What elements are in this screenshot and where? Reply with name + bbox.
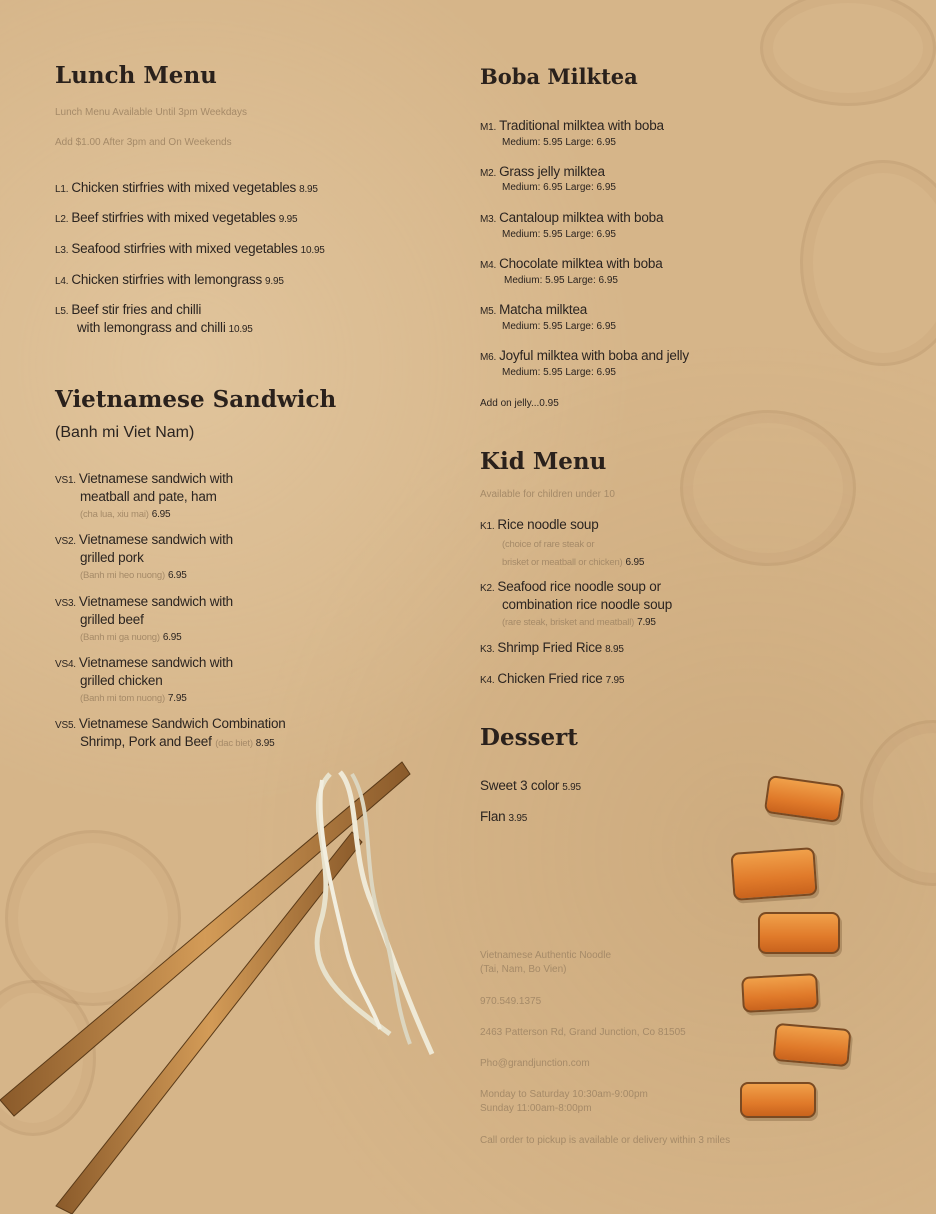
lunch-item-l4: L4. Chicken stirfries with lemongrass 9.95 [55,272,284,287]
lunch-availability-note: Lunch Menu Available Until 3pm Weekdays [55,107,247,118]
kid-item-k1: K1. Rice noodle soup (choice of rare steak or brisket or meatball or chicken) 6.95 [480,517,645,568]
boba-item-m2: M2. Grass jelly milktea [480,164,605,179]
boba-addon: Add on jelly...0.95 [480,398,559,409]
dessert-title: Dessert [480,724,578,751]
postmark-stamp-decoration [680,410,856,566]
restaurant-address: 2463 Patterson Rd, Grand Junction, Co 81505 [480,1027,686,1038]
restaurant-name-subtitle: (Tai, Nam, Bo Vien) [480,964,567,975]
boba-item-m6-sizes: Medium: 5.95 Large: 6.95 [502,367,616,378]
boba-item-m6: M6. Joyful milktea with boba and jelly [480,348,689,363]
boba-item-m4-sizes: Medium: 5.95 Large: 6.95 [504,275,618,286]
kid-item-k2: K2. Seafood rice noodle soup or combination rice noodle soup (rare steak, brisket and meatball) 7.95 [480,579,673,628]
kid-menu-note: Available for children under 10 [480,489,615,500]
lunch-item-l3: L3. Seafood stirfries with mixed vegetables 10.95 [55,241,325,256]
postmark-stamp-decoration [760,0,936,106]
lunch-item-l2: L2. Beef stirfries with mixed vegetables 9.95 [55,210,298,225]
chopsticks-noodles-illustration [0,744,460,1214]
restaurant-email[interactable]: Pho@grandjunction.com [480,1058,590,1069]
restaurant-delivery-note: Call order to pickup is available or delivery within 3 miles [480,1135,731,1146]
postmark-stamp-decoration [860,720,936,886]
sandwich-item-vs1: VS1. Vietnamese sandwich with meatball and pate, ham (cha lua, xiu mai) 6.95 [55,471,233,520]
lunch-item-l1: L1. Chicken stirfries with mixed vegetables 8.95 [55,180,318,195]
dessert-item-flan: Flan 3.95 [480,809,528,824]
boba-item-m5: M5. Matcha milktea [480,302,588,317]
restaurant-hours-sunday: Sunday 11:00am-8:00pm [480,1103,592,1114]
lunch-menu-title: Lunch Menu [55,62,217,89]
boba-title: Boba Milktea [480,64,638,89]
sandwich-item-vs3: VS3. Vietnamese sandwich with grilled beef (Banh mi ga nuong) 6.95 [55,594,233,643]
boba-item-m1-sizes: Medium: 5.95 Large: 6.95 [502,137,616,148]
kid-item-k3: K3. Shrimp Fried Rice 8.95 [480,640,624,655]
restaurant-hours-weekday: Monday to Saturday 10:30am-9:00pm [480,1089,648,1100]
boba-item-m1: M1. Traditional milktea with boba [480,118,664,133]
boba-item-m3-sizes: Medium: 5.95 Large: 6.95 [502,229,616,240]
lunch-surcharge-note: Add $1.00 After 3pm and On Weekends [55,137,232,148]
boba-item-m2-sizes: Medium: 6.95 Large: 6.95 [502,182,616,193]
postmark-stamp-decoration [800,160,936,366]
dessert-item-sweet-3-color: Sweet 3 color 5.95 [480,778,581,793]
restaurant-name: Vietnamese Authentic Noodle [480,950,612,961]
sandwich-item-vs2: VS2. Vietnamese sandwich with grilled pork (Banh mi heo nuong) 6.95 [55,532,233,581]
restaurant-phone[interactable]: 970.549.1375 [480,996,542,1007]
boba-item-m3: M3. Cantaloup milktea with boba [480,210,664,225]
boba-item-m4: M4. Chocolate milktea with boba [480,256,663,271]
sandwich-subtitle: (Banh mi Viet Nam) [55,424,195,441]
kid-menu-title: Kid Menu [480,448,607,475]
boba-item-m5-sizes: Medium: 5.95 Large: 6.95 [502,321,616,332]
sandwich-item-vs4: VS4. Vietnamese sandwich with grilled chicken (Banh mi tom nuong) 7.95 [55,655,233,704]
kid-item-k4: K4. Chicken Fried rice 7.95 [480,671,625,686]
sandwich-item-vs5: VS5. Vietnamese Sandwich Combination Shrimp, Pork and Beef (dac biet) 8.95 [55,716,286,749]
sandwich-title: Vietnamese Sandwich [55,386,337,413]
lunch-item-l5: L5. Beef stir fries and chilli with lemongrass and chilli 10.95 [55,302,253,335]
